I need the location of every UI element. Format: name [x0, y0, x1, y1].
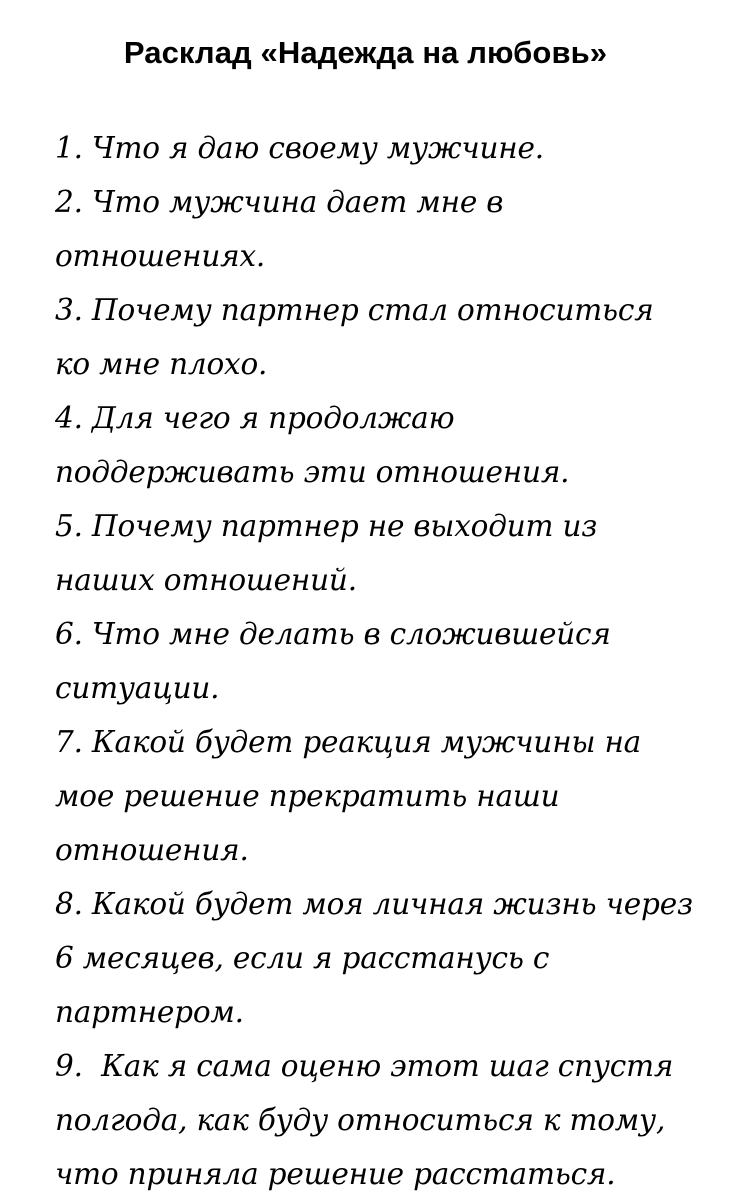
list-item: 4. Для чего я продолжаю поддерживать эти отношения.: [55, 401, 570, 489]
spread-positions-list: [55, 121, 703, 1201]
list-item: 2. Что мужчина дает мне в отношениях.: [55, 185, 513, 273]
page-title: Расклад «Надежда на любовь»: [123, 35, 608, 70]
list-item: 9. Как я сама оценю этот шаг спустя полгода, как буду относиться к тому, что приняла решение расстаться.: [55, 1049, 683, 1191]
list-item: 3. Почему партнер стал относиться ко мне плохо.: [55, 293, 663, 381]
list-item: 8. Какой будет моя личная жизнь через 6 месяцев, если я расстанусь с партнером.: [55, 887, 703, 1029]
list-item: 6. Что мне делать в сложившейся ситуации.: [55, 617, 620, 705]
list-item: 7. Какой будет реакция мужчины на мое решение прекратить наши отношения.: [55, 725, 651, 867]
list-item: 5. Почему партнер не выходит из наших отношений.: [55, 509, 607, 597]
list-item: 1. Что я даю своему мужчине.: [55, 131, 544, 165]
